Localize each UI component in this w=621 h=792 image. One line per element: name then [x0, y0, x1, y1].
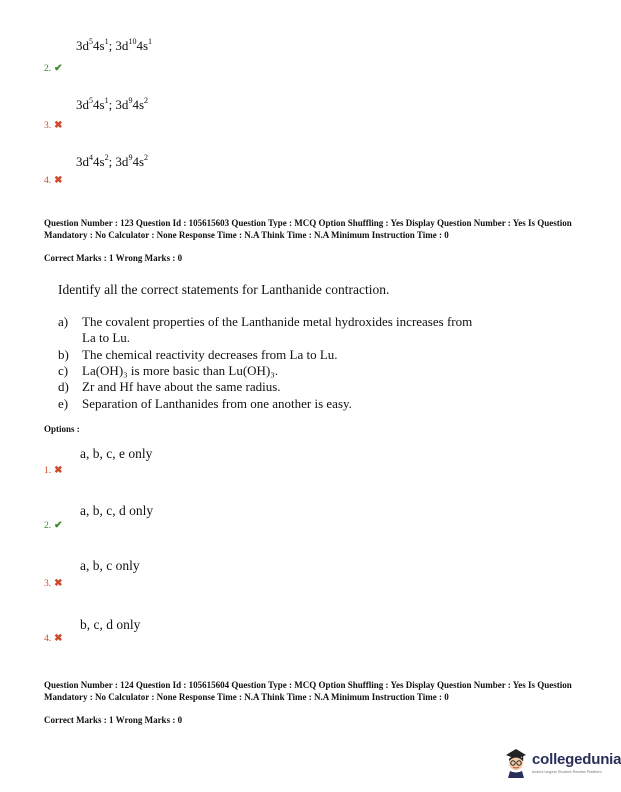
question-123-meta: Question Number : 123 Question Id : 105615603 Question Type : MCQ Option Shuffling : Yes Display Question Number : Yes Is Question Mandatory : No Calculator : None Response Time : N.A Think Time : N.A Minimum Instruction Time : 0: [44, 218, 572, 240]
option-4-text: b, c, d only: [80, 617, 141, 632]
statement-b: b) The chemical reactivity decreases from La to Lu.: [58, 347, 338, 362]
cross-icon: ✖: [54, 633, 63, 644]
option-1-text: a, b, c, e only: [80, 446, 153, 461]
question-124-meta: Question Number : 124 Question Id : 105615604 Question Type : MCQ Option Shuffling : Yes Display Question Number : Yes Is Question Mandatory : No Calculator : None Response Time : N.A Think Time : N.A Minimum Instruction Time : 0: [44, 680, 572, 702]
option-1-number: 1. ✖: [44, 465, 63, 476]
options-label: Options :: [44, 424, 80, 434]
check-icon: ✔: [54, 63, 63, 74]
question-123-stem: Identify all the correct statements for Lanthanide contraction.: [58, 282, 390, 297]
option-3-formula: $3d^54s^1$; $3d^94s^2$: [76, 96, 148, 112]
logo-name: collegedunia: [532, 750, 621, 768]
cross-icon: ✖: [54, 175, 63, 186]
option-3-number: 3. ✖: [44, 578, 63, 589]
cross-icon: ✖: [54, 465, 63, 476]
statement-e: e) Separation of Lanthanides from one another is easy.: [58, 396, 352, 411]
check-icon: ✔: [54, 520, 63, 531]
option-2-formula: $3d^54s^1$; $3d^{10}4s^1$: [76, 37, 152, 53]
question-123-marks: Correct Marks : 1 Wrong Marks : 0: [44, 253, 183, 263]
option-3-number: 3. ✖: [44, 120, 63, 131]
option-2-number: 2. ✔: [44, 63, 63, 74]
cross-icon: ✖: [54, 578, 63, 589]
mascot-icon: [503, 746, 529, 778]
option-4-number: 4. ✖: [44, 633, 63, 644]
option-4-formula: $3d^44s^2$; $3d^94s^2$: [76, 153, 148, 169]
option-4-number: 4. ✖: [44, 175, 63, 186]
option-2-text: a, b, c, d only: [80, 503, 154, 518]
collegedunia-logo: [503, 746, 621, 778]
cross-icon: ✖: [54, 120, 63, 131]
question-124-marks: Correct Marks : 1 Wrong Marks : 0: [44, 715, 183, 725]
statement-d: d) Zr and Hf have about the same radius.: [58, 379, 281, 394]
logo-tagline: India's largest Student Review Platform: [532, 768, 602, 774]
option-3-text: a, b, c only: [80, 558, 140, 573]
option-2-number: 2. ✔: [44, 520, 63, 531]
statement-c: c) La(OH)₃ is more basic than Lu(OH)₃.: [58, 363, 279, 378]
statement-a: a) The covalent properties of the Lanthanide metal hydroxides increases from La to Lu.: [58, 314, 473, 345]
